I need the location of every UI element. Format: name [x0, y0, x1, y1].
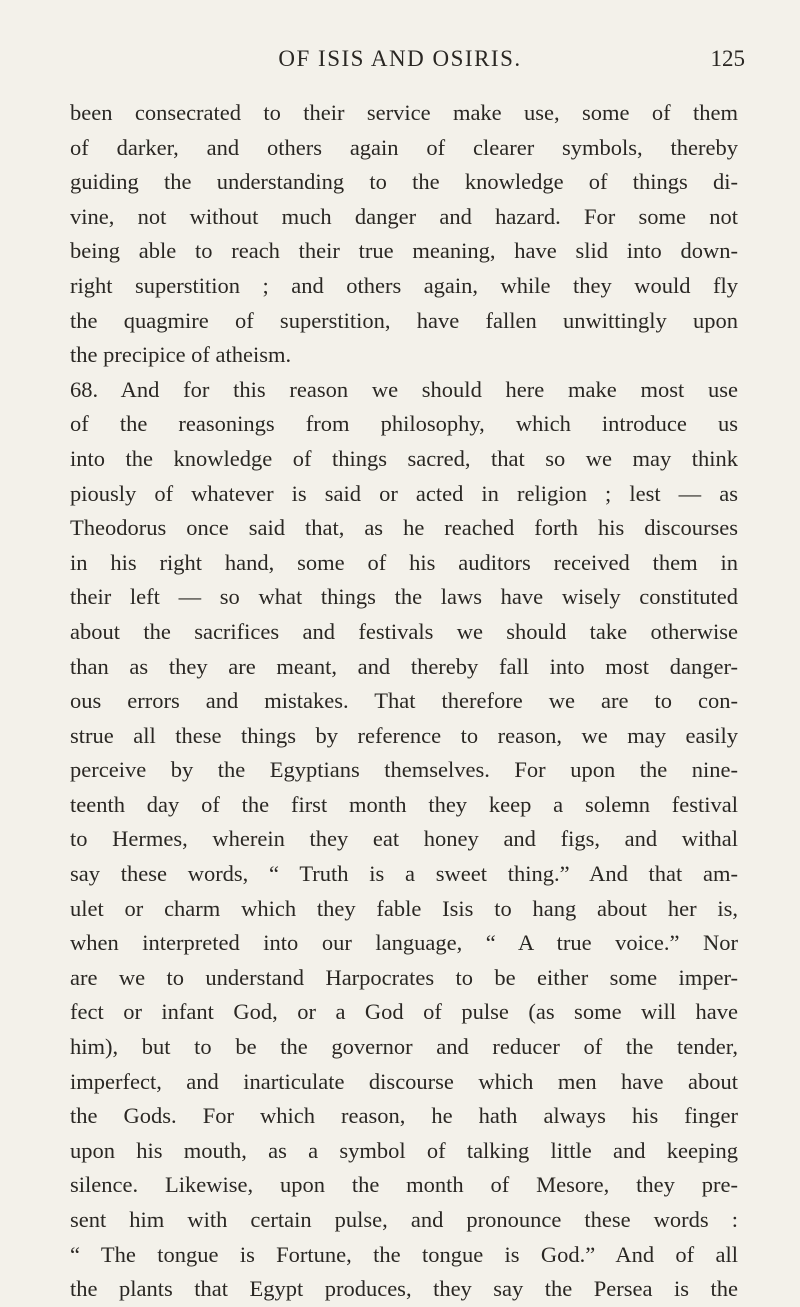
text-line: Theodorus once said that, as he reached forth his discourses: [70, 515, 738, 541]
text-line: fect or infant God, or a God of pulse (as some will have: [70, 999, 738, 1025]
text-line: their left — so what things the laws have wisely constituted: [70, 584, 738, 610]
text-line: of the reasonings from philosophy, which introduce us: [70, 411, 738, 437]
text-line: him), but to be the governor and reducer of the tender,: [70, 1034, 738, 1060]
running-head: [0, 44, 800, 76]
running-title: OF ISIS AND OSIRIS.: [278, 46, 522, 71]
text-line: perceive by the Egyptians themselves. For upon the nine-: [70, 757, 738, 783]
text-line: guiding the understanding to the knowledge of things di-: [70, 169, 738, 195]
text-line: about the sacrifices and festivals we should take otherwise: [70, 618, 738, 644]
text-line: teenth day of the first month they keep a solemn festival: [70, 791, 738, 817]
text-line: to Hermes, wherein they eat honey and figs, and withal: [70, 826, 738, 852]
text-line: piously of whatever is said or acted in religion ; lest — as: [70, 480, 738, 506]
text-line: ulet or charm which they fable Isis to hang about her is,: [70, 895, 738, 921]
text-line: the quagmire of superstition, have fallen unwittingly upon: [70, 307, 738, 333]
text-line: vine, not without much danger and hazard. For some not: [70, 203, 738, 229]
text-line: ous errors and mistakes. That therefore we are to con-: [70, 688, 738, 714]
body-text: [70, 96, 738, 1307]
text-line: “ The tongue is Fortune, the tongue is God.” And of all: [70, 1241, 738, 1267]
text-line: strue all these things by reference to reason, we may easily: [70, 722, 738, 748]
text-line: 68. And for this reason we should here make most use: [70, 376, 738, 402]
text-line: in his right hand, some of his auditors received them in: [70, 549, 738, 575]
text-line: are we to understand Harpocrates to be either some imper-: [70, 964, 738, 990]
text-line: imperfect, and inarticulate discourse which men have about: [70, 1068, 738, 1094]
page-number: 125: [710, 46, 745, 71]
text-line: of darker, and others again of clearer symbols, thereby: [70, 134, 738, 160]
text-line: being able to reach their true meaning, have slid into down-: [70, 238, 738, 264]
text-line: than as they are meant, and thereby fall into most danger-: [70, 653, 738, 679]
text-line: right superstition ; and others again, while they would fly: [70, 272, 738, 298]
text-line: say these words, “ Truth is a sweet thing.” And that am-: [70, 861, 738, 887]
text-line: the precipice of atheism.: [70, 342, 292, 368]
text-line: the plants that Egypt produces, they say the Persea is the: [70, 1276, 738, 1302]
text-line: silence. Likewise, upon the month of Mesore, they pre-: [70, 1172, 738, 1198]
text-line: upon his mouth, as a symbol of talking little and keeping: [70, 1137, 738, 1163]
text-line: the Gods. For which reason, he hath always his finger: [70, 1103, 738, 1129]
text-line: when interpreted into our language, “ A true voice.” Nor: [70, 930, 738, 956]
text-line: sent him with certain pulse, and pronounce these words :: [70, 1207, 738, 1232]
text-line: into the knowledge of things sacred, that so we may think: [70, 445, 738, 471]
text-line: been consecrated to their service make use, some of them: [70, 100, 738, 125]
